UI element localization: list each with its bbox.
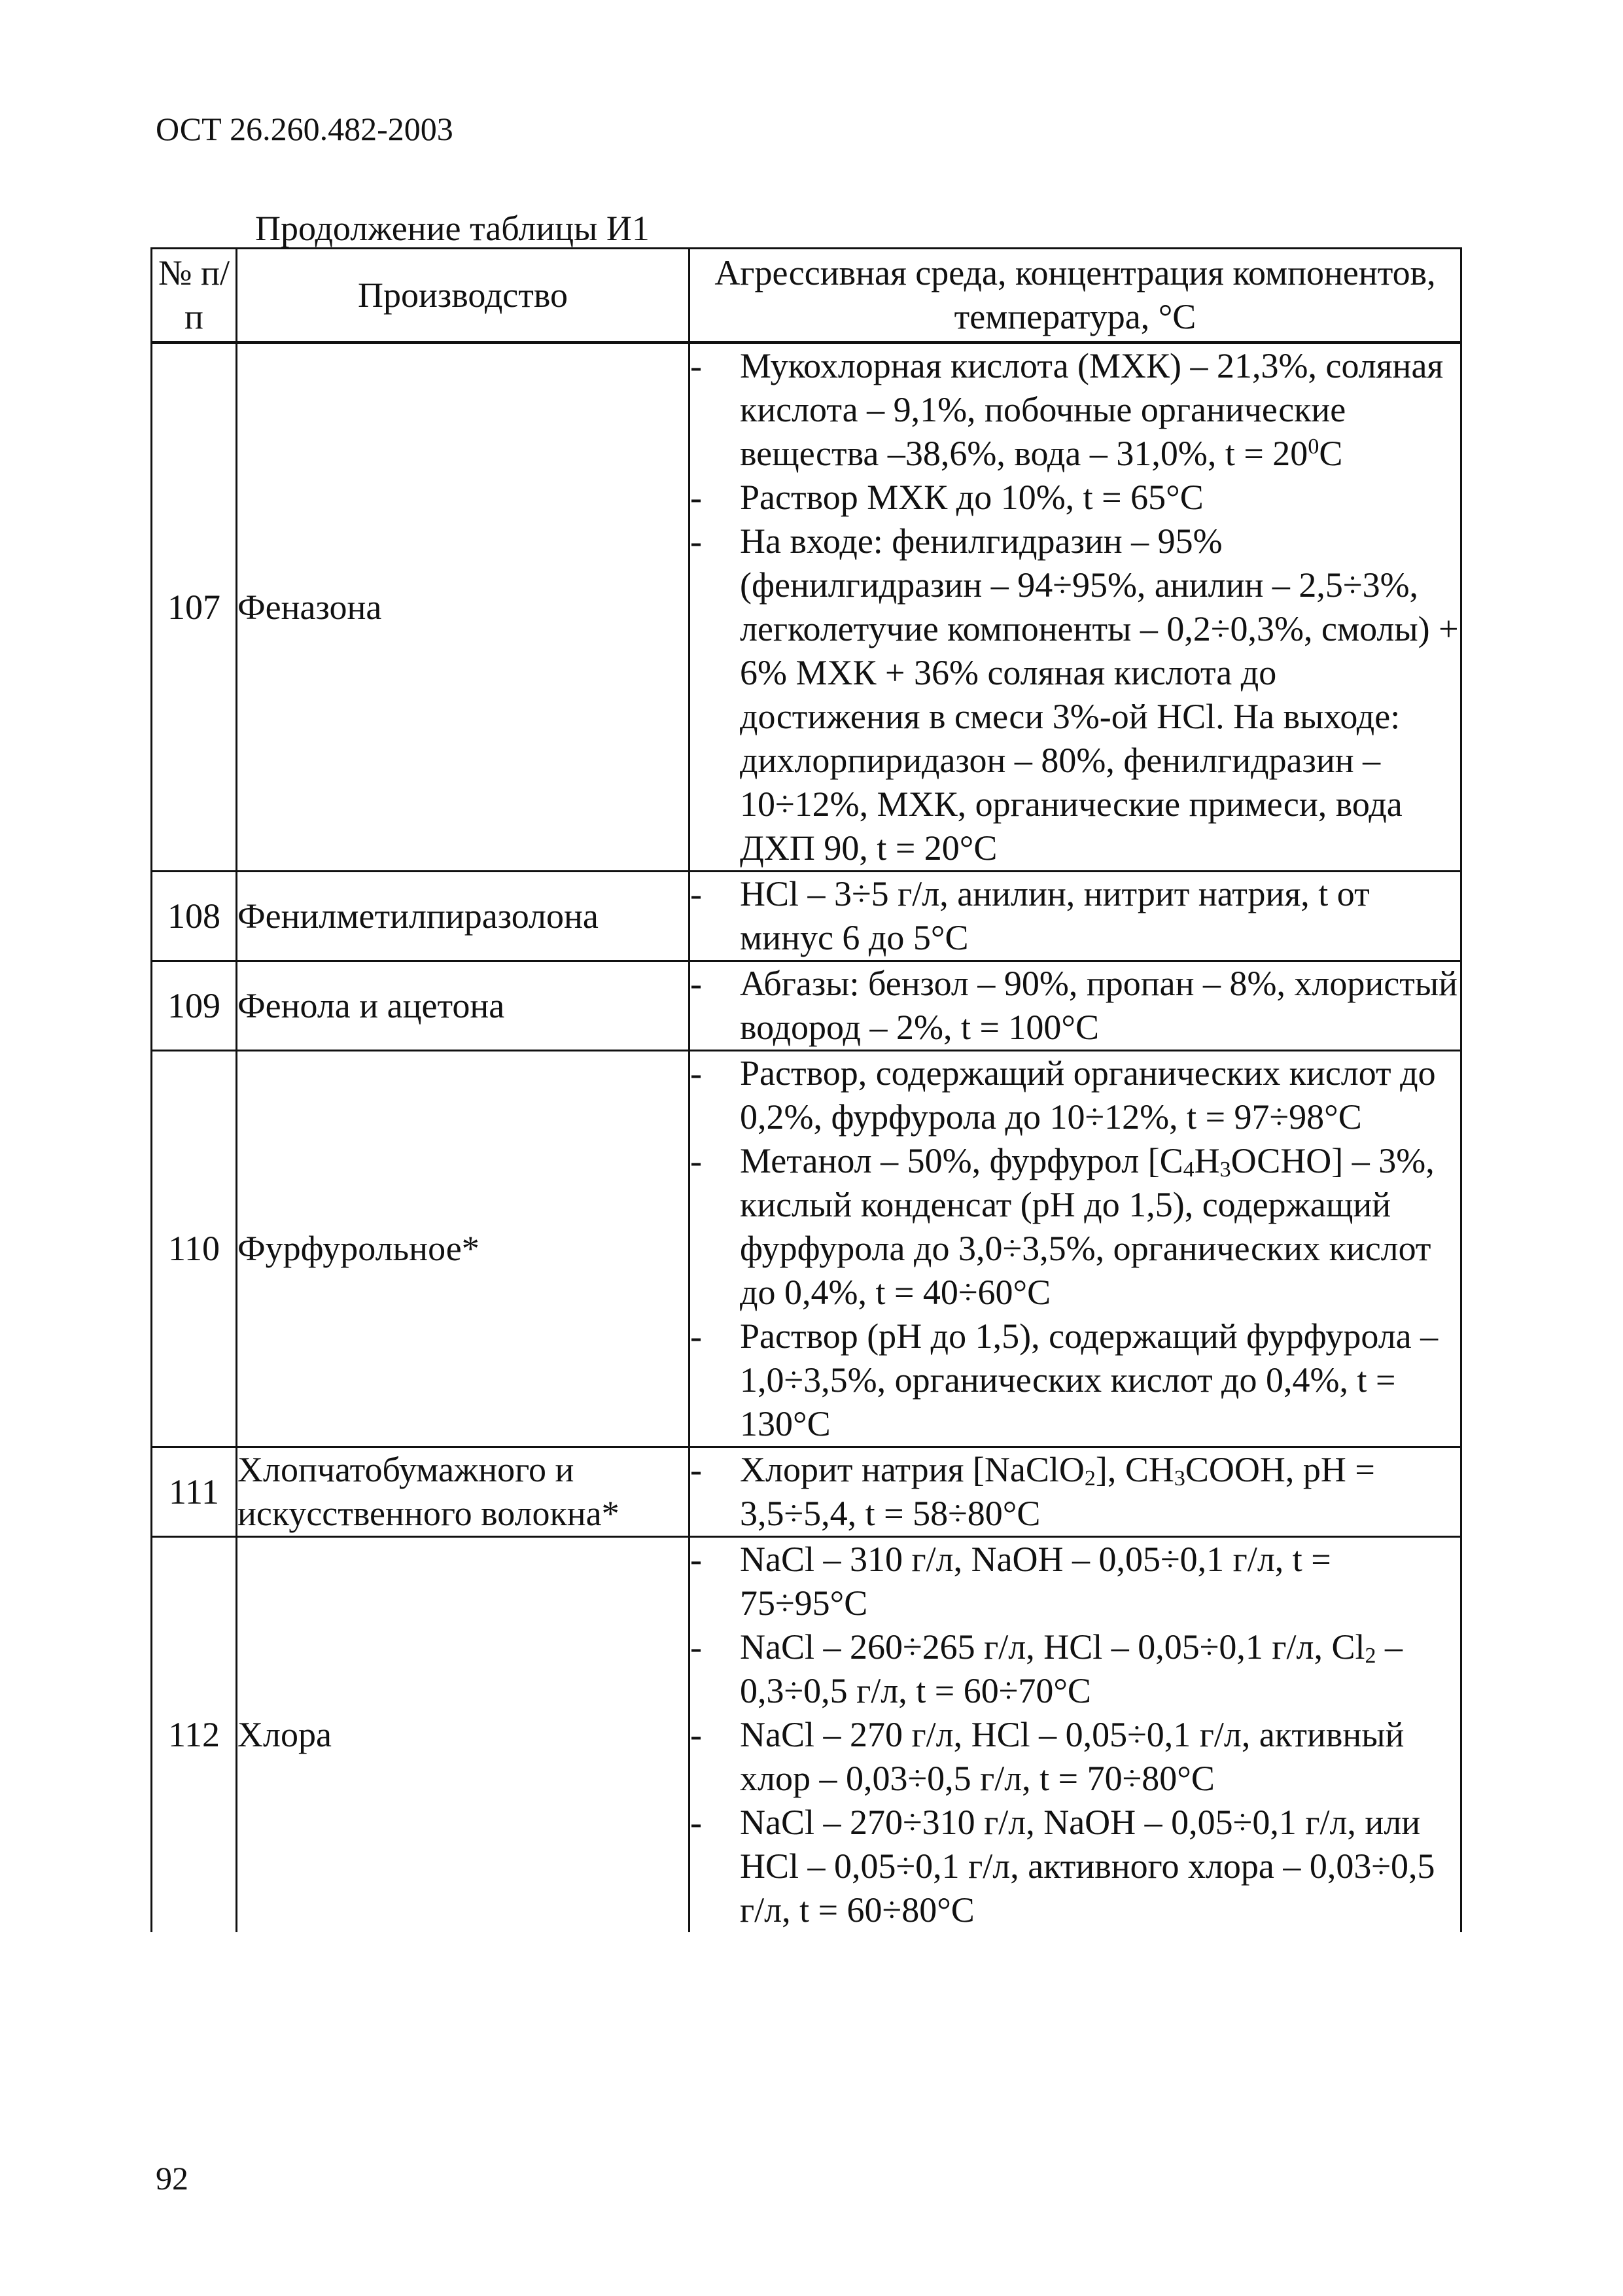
bullet-dash: -: [690, 1540, 702, 1579]
production-name: Феназона: [237, 343, 689, 872]
production-name: Хлопчатобумажного и искусственного волокна*: [237, 1447, 689, 1537]
production-name: Хлора: [237, 1537, 689, 1933]
environment-cell: [689, 1051, 1461, 1447]
environment-text: NaCl – 270÷310 г/л, NaOH – 0,05÷0,1 г/л, или HCl – 0,05÷0,1 г/л, активного хлора – 0,03÷0,5 г/л, t = 60÷80°С: [740, 1803, 1435, 1930]
environment-item: [690, 1538, 1460, 1625]
corrosive-media-table: [150, 247, 1462, 1932]
table-row: [152, 1447, 1461, 1537]
bullet-dash: -: [690, 1141, 702, 1180]
environment-text: Хлорит натрия [NaClO$_2$], $СН_3СООН$, рН = 3,5÷5,4, t = 58÷80°С: [740, 1450, 1375, 1533]
table-row: [152, 961, 1461, 1051]
row-number: 108: [152, 872, 237, 961]
bullet-dash: -: [690, 964, 702, 1003]
environment-text: На входе: фенилгидразин – 95% (фенилгидразин – 94÷95%, анилин – 2,5÷3%, легколетучие компоненты – 0,2÷0,3%, смолы) + 6% МХК + 36% соляная кислота до достижения в смеси 3%-ой НСl. На выходе: дихлорпиридазон – 80%, фенилгидразин – 10÷12%, МХК, органические примеси, вода ДХП 90, t = 20°С: [740, 521, 1459, 868]
row-number: 112: [152, 1537, 237, 1933]
environment-item: [690, 476, 1460, 520]
bullet-dash: -: [690, 1803, 702, 1842]
table-row: [152, 1051, 1461, 1447]
environment-text: Абгазы: бензол – 90%, пропан – 8%, хлористый водород – 2%, t = 100°С: [740, 964, 1458, 1047]
production-name: Фурфурольное*: [237, 1051, 689, 1447]
environment-item: [690, 872, 1460, 960]
environment-item: [690, 520, 1460, 870]
environment-item: [690, 962, 1460, 1050]
environment-text: NaCl – 260÷265 г/л, HCl – 0,05÷0,1 г/л, $Cl_2 - 0,3\div 0,5$ г/л, t = 60÷70°С: [740, 1627, 1403, 1710]
bullet-dash: -: [690, 1450, 702, 1489]
row-number: 110: [152, 1051, 237, 1447]
bullet-dash: -: [690, 1715, 702, 1754]
environment-text: Раствор, содержащий органических кислот до 0,2%, фурфурола до 10÷12%, t = 97÷98°С: [740, 1053, 1436, 1137]
environment-text: Мукохлорная кислота (МХК) – 21,3%, соляная кислота – 9,1%, побочные органические вещества –38,6%, вода – 31,0%, $t = 20^0С$: [740, 346, 1444, 473]
row-number: 107: [152, 343, 237, 872]
table-caption: Продолжение таблицы И1: [255, 209, 650, 248]
bullet-dash: -: [690, 1316, 702, 1356]
row-number: 111: [152, 1447, 237, 1537]
production-name: Фенилметилпиразолона: [237, 872, 689, 961]
bullet-dash: -: [690, 478, 702, 517]
environment-cell: [689, 343, 1461, 872]
table-row: [152, 343, 1461, 872]
bullet-dash: -: [690, 1053, 702, 1093]
environment-item: [690, 1051, 1460, 1139]
environment-cell: [689, 1537, 1461, 1933]
bullet-dash: -: [690, 874, 702, 913]
environment-text: Раствор (рН до 1,5), содержащий фурфурола – 1,0÷3,5%, органических кислот до 0,4%, t = 130°С: [740, 1316, 1439, 1443]
environment-cell: [689, 1447, 1461, 1537]
table-row: [152, 872, 1461, 961]
bullet-dash: -: [690, 521, 702, 561]
table-row: [152, 1537, 1461, 1933]
environment-item: [690, 1139, 1460, 1315]
environment-item: [690, 1625, 1460, 1713]
page-number: 92: [156, 2160, 188, 2197]
environment-text: Раствор МХК до 10%, t = 65°С: [740, 478, 1204, 517]
environment-text: NaCl – 310 г/л, NaOH – 0,05÷0,1 г/л, t = 75÷95°С: [740, 1540, 1331, 1623]
environment-text: Метанол – 50%, фурфурол $[С_4Н_3ОСНО] - 3\%$, кислый конденсат (рН до 1,5), содержащий фурфурола до 3,0÷3,5%, органических кислот до 0,4%, t = 40÷60°С: [740, 1141, 1435, 1312]
bullet-dash: -: [690, 1627, 702, 1667]
column-header-environment: Агрессивная среда, концентрация компонентов, температура, °С: [689, 249, 1461, 343]
column-header-production: Производство: [237, 249, 689, 343]
production-name: Фенола и ацетона: [237, 961, 689, 1051]
row-number: 109: [152, 961, 237, 1051]
environment-item: [690, 1448, 1460, 1536]
environment-text: NaCl – 270 г/л, HCl – 0,05÷0,1 г/л, активный хлор – 0,03÷0,5 г/л, t = 70÷80°С: [740, 1715, 1405, 1798]
environment-item: [690, 1801, 1460, 1932]
table-header-row: [152, 249, 1461, 343]
document-code: ОСТ 26.260.482-2003: [156, 111, 453, 147]
environment-text: НСl – 3÷5 г/л, анилин, нитрит натрия, t от минус 6 до 5°С: [740, 874, 1370, 957]
column-header-number: № п/п: [152, 249, 237, 343]
environment-item: [690, 1315, 1460, 1446]
environment-cell: [689, 872, 1461, 961]
bullet-dash: -: [690, 346, 702, 385]
environment-item: [690, 1713, 1460, 1801]
environment-cell: [689, 961, 1461, 1051]
environment-item: [690, 344, 1460, 476]
